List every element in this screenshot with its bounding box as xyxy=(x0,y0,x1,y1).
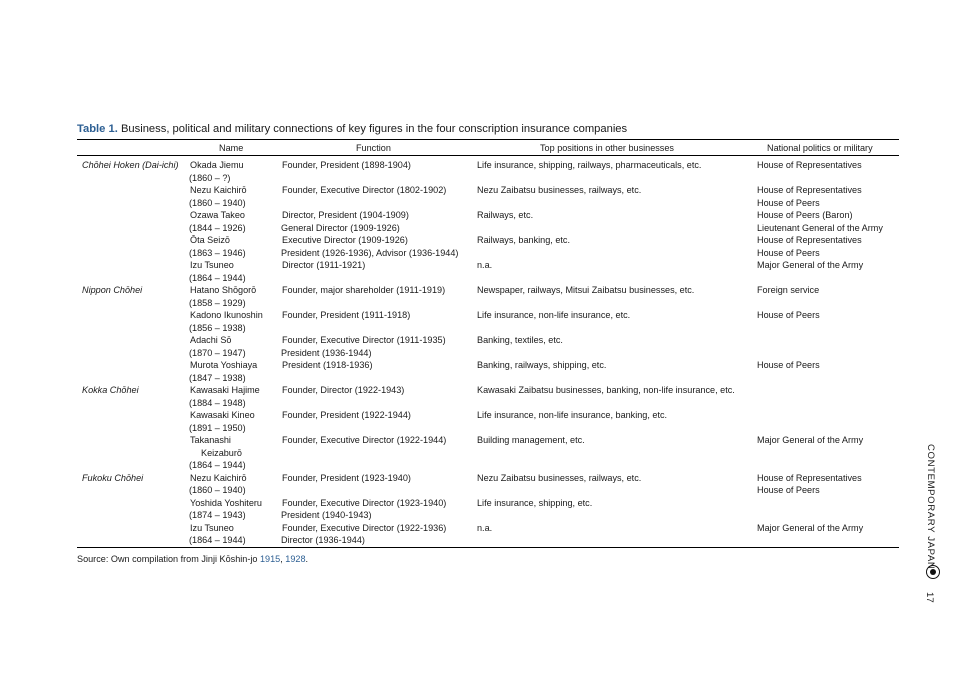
row-positions: Banking, textiles, etc. xyxy=(477,335,563,345)
row-national: Major General of the Army xyxy=(757,522,864,533)
row-function: Founder, Executive Director (1922-1944) xyxy=(282,435,447,445)
row-function: Founder, President (1898-1904) xyxy=(282,160,411,170)
row-function: Director, President (1904-1909) xyxy=(282,210,409,220)
row-name: (1864 – 1944) xyxy=(189,535,246,545)
company-name: Kokka Chōhei xyxy=(82,385,139,395)
row-positions: Life insurance, shipping, railways, pharmaceuticals, etc. xyxy=(477,160,702,170)
row-function: Director (1911-1921) xyxy=(282,260,366,270)
row-name: Kawasaki Kineo xyxy=(190,410,255,420)
row-name: Izu Tsuneo xyxy=(190,522,234,533)
row-function: President (1918-1936) xyxy=(282,360,373,370)
row-positions: Banking, railways, shipping, etc. xyxy=(477,360,607,370)
table-label: Table 1. xyxy=(77,123,118,135)
row-name: Adachi Sō xyxy=(190,335,232,345)
row-name: Takanashi xyxy=(190,435,231,445)
row-name: (1856 – 1938) xyxy=(189,322,246,333)
row-positions: n.a. xyxy=(477,260,493,270)
table-caption xyxy=(77,122,907,136)
row-positions: Life insurance, non-life insurance, banking, etc. xyxy=(477,410,668,420)
row-name: Ozawa Takeo xyxy=(190,210,245,220)
company-name: Nippon Chōhei xyxy=(82,285,143,295)
row-name: (1864 – 1944) xyxy=(189,272,246,283)
row-national: House of Representatives xyxy=(757,185,862,195)
row-national: Major General of the Army xyxy=(757,435,864,445)
row-function: Founder, Director (1922-1943) xyxy=(282,385,405,395)
row-name: (1847 – 1938) xyxy=(189,372,246,383)
bottom-rule xyxy=(77,547,899,548)
row-name: (1858 – 1929) xyxy=(189,297,246,308)
row-name: Yoshida Yoshiteru xyxy=(190,497,262,508)
row-function: Founder, Executive Director (1802-1902) xyxy=(282,185,447,195)
row-function: Founder, major shareholder (1911-1919) xyxy=(282,285,446,295)
source-ref-1915[interactable]: 1915 xyxy=(259,554,281,564)
header-name: Name xyxy=(219,143,244,153)
row-name: Keizaburō xyxy=(201,447,242,458)
row-name: Izu Tsuneo xyxy=(190,260,234,270)
row-national: Foreign service xyxy=(757,285,820,295)
row-positions: Life insurance, non-life insurance, etc. xyxy=(477,310,631,320)
row-function: Founder, President (1922-1944) xyxy=(282,410,411,420)
row-name: (1863 – 1946) xyxy=(189,247,246,258)
row-function: Founder, President (1923-1940) xyxy=(282,472,411,483)
row-positions: Railways, etc. xyxy=(477,210,534,220)
row-function: President (1940-1943) xyxy=(281,510,372,520)
row-name: Nezu Kaichirō xyxy=(190,472,247,483)
header-rule xyxy=(77,155,899,156)
row-national: Lieutenant General of the Army xyxy=(757,222,883,233)
row-national: House of Representatives xyxy=(757,235,862,245)
header-function: Function xyxy=(356,143,391,153)
row-national: House of Peers xyxy=(757,485,820,495)
row-national: House of Peers (Baron) xyxy=(757,210,853,220)
row-positions: Newspaper, railways, Mitsui Zaibatsu businesses, etc. xyxy=(477,285,695,295)
row-name: (1860 – 1940) xyxy=(189,485,246,495)
row-function: Founder, Executive Director (1923-1940) xyxy=(282,497,447,508)
row-function: Director (1936-1944) xyxy=(281,535,365,545)
page-number: 17 xyxy=(924,592,935,603)
row-national: House of Peers xyxy=(757,247,820,258)
row-function: President (1936-1944) xyxy=(281,347,372,358)
row-name: (1891 – 1950) xyxy=(189,422,246,433)
row-positions: n.a. xyxy=(477,522,493,533)
source-sep: , xyxy=(280,554,286,564)
header-positions: Top positions in other businesses xyxy=(540,143,674,153)
source-prefix: Source: Own compilation from Jinji Kōshin-jo xyxy=(77,554,260,564)
row-function: General Director (1909-1926) xyxy=(281,222,400,233)
company-name: Fukoku Chōhei xyxy=(82,472,144,483)
row-national: House of Peers xyxy=(757,360,820,370)
company-name: Chōhei Hoken (Dai-ichi) xyxy=(82,160,179,170)
journal-name: CONTEMPORARY JAPAN xyxy=(925,444,936,570)
row-name: (1860 – 1940) xyxy=(189,197,246,208)
top-rule xyxy=(77,139,899,140)
row-national: House of Peers xyxy=(757,197,820,208)
source-suffix: . xyxy=(305,554,309,564)
row-function: Founder, Executive Director (1911-1935) xyxy=(282,335,446,345)
source-ref-1928[interactable]: 1928 xyxy=(285,554,306,564)
row-name: Hatano Shōgorō xyxy=(190,285,257,295)
row-national: Major General of the Army xyxy=(757,260,864,270)
row-function: Executive Director (1909-1926) xyxy=(282,235,408,245)
row-name: Kadono Ikunoshin xyxy=(190,310,263,320)
row-function: President (1926-1936), Advisor (1936-1944) xyxy=(281,247,459,258)
header-national: National politics or military xyxy=(767,143,873,153)
row-name: Murota Yoshiaya xyxy=(190,360,258,370)
row-name: (1874 – 1943) xyxy=(189,510,246,520)
row-name: Okada Jiemu xyxy=(190,160,244,170)
row-positions: Life insurance, shipping, etc. xyxy=(477,497,593,508)
row-name: (1844 – 1926) xyxy=(189,222,246,233)
row-national: House of Representatives xyxy=(757,160,862,170)
journal-logo-icon xyxy=(926,565,940,579)
row-name: Kawasaki Hajime xyxy=(190,385,260,395)
row-national: House of Representatives xyxy=(757,472,862,483)
row-national: House of Peers xyxy=(757,310,820,320)
source-note xyxy=(77,553,308,565)
row-positions: Building management, etc. xyxy=(477,435,585,445)
row-function: Founder, President (1911-1918) xyxy=(282,310,411,320)
row-positions: Nezu Zaibatsu businesses, railways, etc. xyxy=(477,472,642,483)
table-title: Business, political and military connections of key figures in the four conscription insurance companies xyxy=(120,123,628,135)
row-function: Founder, Executive Director (1922-1936) xyxy=(282,522,447,533)
row-name: (1860 – ?) xyxy=(189,172,231,183)
row-positions: Railways, banking, etc. xyxy=(477,235,571,245)
row-positions: Kawasaki Zaibatsu businesses, banking, non-life insurance, etc. xyxy=(477,385,735,395)
row-name: Ōta Seizō xyxy=(190,235,230,245)
row-name: (1884 – 1948) xyxy=(189,397,246,408)
row-name: Nezu Kaichirō xyxy=(190,185,247,195)
row-name: (1864 – 1944) xyxy=(189,460,246,470)
row-name: (1870 – 1947) xyxy=(189,347,246,358)
row-positions: Nezu Zaibatsu businesses, railways, etc. xyxy=(477,185,642,195)
